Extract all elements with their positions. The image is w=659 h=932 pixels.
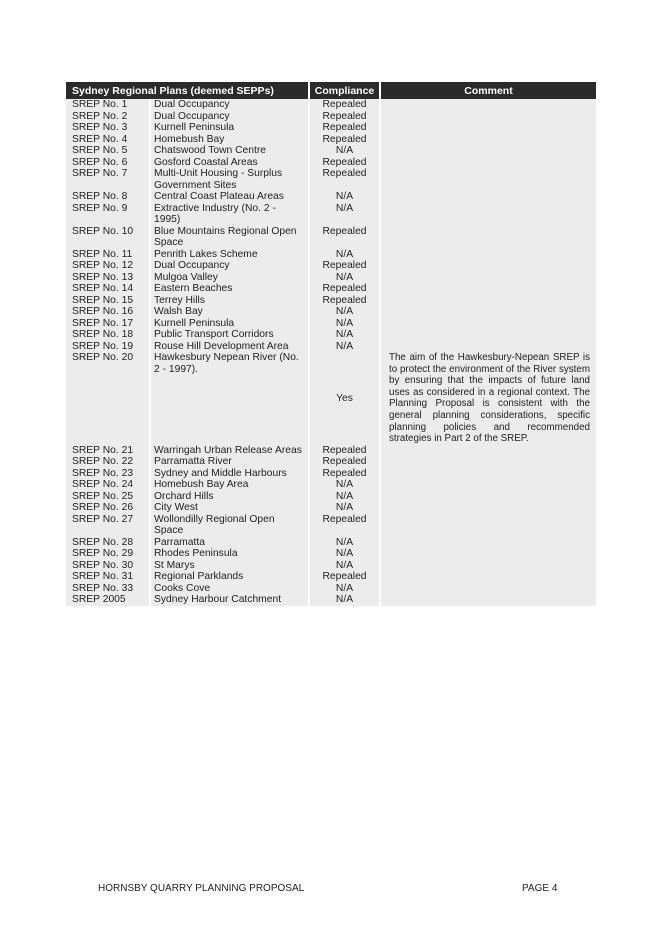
compliance-cell: N/A <box>309 318 380 330</box>
srep-code-cell: SREP No. 13 <box>66 272 150 284</box>
table-row <box>66 145 596 157</box>
compliance-cell: N/A <box>309 329 380 341</box>
srep-name-cell: Eastern Beaches <box>150 283 309 295</box>
srep-name-cell: Rhodes Peninsula <box>150 548 309 560</box>
srep-name-cell: Kurnell Peninsula <box>150 122 309 134</box>
compliance-cell: N/A <box>309 479 380 491</box>
srep-name-cell: Gosford Coastal Areas <box>150 157 309 169</box>
srep-code-cell: SREP No. 11 <box>66 249 150 261</box>
table-row <box>66 157 596 169</box>
comment-cell <box>380 583 596 595</box>
srep-code-cell: SREP No. 25 <box>66 491 150 503</box>
comment-cell <box>380 134 596 146</box>
srep-code-cell: SREP No. 26 <box>66 502 150 514</box>
srep-code-cell: SREP No. 8 <box>66 191 150 203</box>
srep-code-cell: SREP No. 24 <box>66 479 150 491</box>
compliance-cell: Repealed <box>309 157 380 169</box>
srep-name-cell: Sydney Harbour Catchment <box>150 594 309 606</box>
srep-name-cell: Orchard Hills <box>150 491 309 503</box>
table-row <box>66 318 596 330</box>
comment-cell <box>380 594 596 606</box>
table-row <box>66 502 596 514</box>
footer-document-title: HORNSBY QUARRY PLANNING PROPOSAL <box>98 883 305 894</box>
srep-name-cell: Wollondilly Regional Open Space <box>150 514 309 537</box>
table-body <box>66 99 596 606</box>
srep-name-cell: Warringah Urban Release Areas <box>150 445 309 457</box>
srep-name-cell: Sydney and Middle Harbours <box>150 468 309 480</box>
compliance-cell: Repealed <box>309 295 380 307</box>
comment-cell <box>380 502 596 514</box>
comment-cell <box>380 329 596 341</box>
compliance-cell: Repealed <box>309 168 380 191</box>
comment-cell <box>380 468 596 480</box>
table-row <box>66 514 596 537</box>
srep-code-cell: SREP No. 15 <box>66 295 150 307</box>
srep-code-cell: SREP No. 2 <box>66 111 150 123</box>
compliance-cell: Repealed <box>309 111 380 123</box>
srep-code-cell: SREP No. 27 <box>66 514 150 537</box>
table-row <box>66 456 596 468</box>
compliance-cell: Repealed <box>309 468 380 480</box>
srep-name-cell: Parramatta <box>150 537 309 549</box>
comment-cell <box>380 283 596 295</box>
srep-code-cell: SREP 2005 <box>66 594 150 606</box>
header-plans: Sydney Regional Plans (deemed SEPPs) <box>66 82 309 99</box>
table-row <box>66 111 596 123</box>
comment-cell <box>380 272 596 284</box>
srep-code-cell: SREP No. 6 <box>66 157 150 169</box>
srep-name-cell: Multi-Unit Housing - Surplus Government Sites <box>150 168 309 191</box>
table-row <box>66 260 596 272</box>
table-row <box>66 491 596 503</box>
footer-page-number: PAGE 4 <box>522 883 558 894</box>
compliance-cell: Yes <box>309 352 380 445</box>
comment-cell <box>380 168 596 191</box>
srep-name-cell: Homebush Bay Area <box>150 479 309 491</box>
comment-cell <box>380 226 596 249</box>
compliance-cell: N/A <box>309 594 380 606</box>
srep-code-cell: SREP No. 20 <box>66 352 150 445</box>
srep-code-cell: SREP No. 9 <box>66 203 150 226</box>
srep-name-cell: Parramatta River <box>150 456 309 468</box>
srep-code-cell: SREP No. 33 <box>66 583 150 595</box>
table-row <box>66 560 596 572</box>
srep-code-cell: SREP No. 14 <box>66 283 150 295</box>
comment-cell <box>380 560 596 572</box>
srep-code-cell: SREP No. 12 <box>66 260 150 272</box>
table-row <box>66 191 596 203</box>
compliance-cell: N/A <box>309 249 380 261</box>
table-row <box>66 479 596 491</box>
srep-code-cell: SREP No. 29 <box>66 548 150 560</box>
comment-cell <box>380 445 596 457</box>
compliance-cell: Repealed <box>309 571 380 583</box>
table-row <box>66 548 596 560</box>
srep-code-cell: SREP No. 31 <box>66 571 150 583</box>
comment-cell <box>380 318 596 330</box>
comment-cell <box>380 571 596 583</box>
table-row <box>66 203 596 226</box>
compliance-cell: Repealed <box>309 260 380 272</box>
srep-name-cell: Public Transport Corridors <box>150 329 309 341</box>
compliance-cell: Repealed <box>309 283 380 295</box>
comment-cell <box>380 249 596 261</box>
table-row <box>66 295 596 307</box>
comment-cell <box>380 491 596 503</box>
table-row <box>66 352 596 445</box>
srep-name-cell: Cooks Cove <box>150 583 309 595</box>
comment-cell: The aim of the Hawkesbury-Nepean SREP is to protect the environment of the River system by ensuring that the impacts of future land uses as considered in a regional context. The Planning Proposal is consistent with the general planning considerations, specific planning policies and recommended strategies in Part 2 of the SREP. <box>380 352 596 445</box>
comment-cell <box>380 99 596 111</box>
srep-code-cell: SREP No. 4 <box>66 134 150 146</box>
srep-name-cell: Regional Parklands <box>150 571 309 583</box>
comment-cell <box>380 295 596 307</box>
header-compliance: Compliance <box>309 82 380 99</box>
srep-name-cell: City West <box>150 502 309 514</box>
comment-cell <box>380 260 596 272</box>
compliance-cell: Repealed <box>309 456 380 468</box>
compliance-cell: N/A <box>309 491 380 503</box>
srep-code-cell: SREP No. 28 <box>66 537 150 549</box>
compliance-cell: N/A <box>309 537 380 549</box>
srep-code-cell: SREP No. 16 <box>66 306 150 318</box>
sydney-regional-plans-table <box>66 82 596 606</box>
table-row <box>66 329 596 341</box>
srep-name-cell: Dual Occupancy <box>150 260 309 272</box>
comment-cell <box>380 122 596 134</box>
srep-name-cell: Central Coast Plateau Areas <box>150 191 309 203</box>
comment-cell <box>380 537 596 549</box>
srep-code-cell: SREP No. 18 <box>66 329 150 341</box>
comment-cell <box>380 203 596 226</box>
table-row <box>66 468 596 480</box>
comment-cell <box>380 145 596 157</box>
srep-code-cell: SREP No. 22 <box>66 456 150 468</box>
srep-code-cell: SREP No. 3 <box>66 122 150 134</box>
table-row <box>66 537 596 549</box>
srep-code-cell: SREP No. 30 <box>66 560 150 572</box>
header-comment: Comment <box>380 82 596 99</box>
srep-name-cell: Extractive Industry (No. 2 - 1995) <box>150 203 309 226</box>
table-row <box>66 249 596 261</box>
comment-cell <box>380 479 596 491</box>
srep-name-cell: Terrey Hills <box>150 295 309 307</box>
table-row <box>66 99 596 111</box>
compliance-cell: N/A <box>309 548 380 560</box>
compliance-cell: N/A <box>309 341 380 353</box>
table-row <box>66 122 596 134</box>
compliance-cell: N/A <box>309 306 380 318</box>
srep-name-cell: Homebush Bay <box>150 134 309 146</box>
srep-name-cell: Kurnell Peninsula <box>150 318 309 330</box>
srep-name-cell: St Marys <box>150 560 309 572</box>
srep-code-cell: SREP No. 5 <box>66 145 150 157</box>
srep-name-cell: Dual Occupancy <box>150 111 309 123</box>
compliance-cell: N/A <box>309 145 380 157</box>
srep-name-cell: Blue Mountains Regional Open Space <box>150 226 309 249</box>
srep-name-cell: Walsh Bay <box>150 306 309 318</box>
table-row <box>66 283 596 295</box>
srep-code-cell: SREP No. 21 <box>66 445 150 457</box>
compliance-cell: N/A <box>309 272 380 284</box>
srep-name-cell: Hawkesbury Nepean River (No. 2 - 1997). <box>150 352 309 445</box>
srep-name-cell: Mulgoa Valley <box>150 272 309 284</box>
comment-cell <box>380 548 596 560</box>
compliance-cell: N/A <box>309 203 380 226</box>
table-row <box>66 134 596 146</box>
srep-code-cell: SREP No. 7 <box>66 168 150 191</box>
compliance-cell: Repealed <box>309 134 380 146</box>
srep-code-cell: SREP No. 10 <box>66 226 150 249</box>
compliance-cell: Repealed <box>309 122 380 134</box>
compliance-cell: N/A <box>309 502 380 514</box>
comment-cell <box>380 306 596 318</box>
comment-cell <box>380 456 596 468</box>
srep-code-cell: SREP No. 23 <box>66 468 150 480</box>
table-row <box>66 594 596 606</box>
table-row <box>66 583 596 595</box>
srep-code-cell: SREP No. 1 <box>66 99 150 111</box>
table-header-row <box>66 82 596 99</box>
srep-name-cell: Rouse Hill Development Area <box>150 341 309 353</box>
compliance-cell: Repealed <box>309 445 380 457</box>
table-row <box>66 306 596 318</box>
comment-cell <box>380 191 596 203</box>
table-row <box>66 272 596 284</box>
comment-cell <box>380 341 596 353</box>
table-row <box>66 341 596 353</box>
compliance-cell: Repealed <box>309 514 380 537</box>
comment-cell <box>380 514 596 537</box>
compliance-cell: Repealed <box>309 99 380 111</box>
comment-cell <box>380 111 596 123</box>
sydney-regional-plans-table-wrapper <box>66 82 596 606</box>
comment-cell <box>380 157 596 169</box>
compliance-cell: N/A <box>309 583 380 595</box>
srep-name-cell: Penrith Lakes Scheme <box>150 249 309 261</box>
table-row <box>66 168 596 191</box>
compliance-cell: N/A <box>309 560 380 572</box>
compliance-cell: N/A <box>309 191 380 203</box>
table-row <box>66 571 596 583</box>
table-row <box>66 445 596 457</box>
table-row <box>66 226 596 249</box>
srep-name-cell: Chatswood Town Centre <box>150 145 309 157</box>
srep-code-cell: SREP No. 19 <box>66 341 150 353</box>
compliance-cell: Repealed <box>309 226 380 249</box>
srep-name-cell: Dual Occupancy <box>150 99 309 111</box>
srep-code-cell: SREP No. 17 <box>66 318 150 330</box>
